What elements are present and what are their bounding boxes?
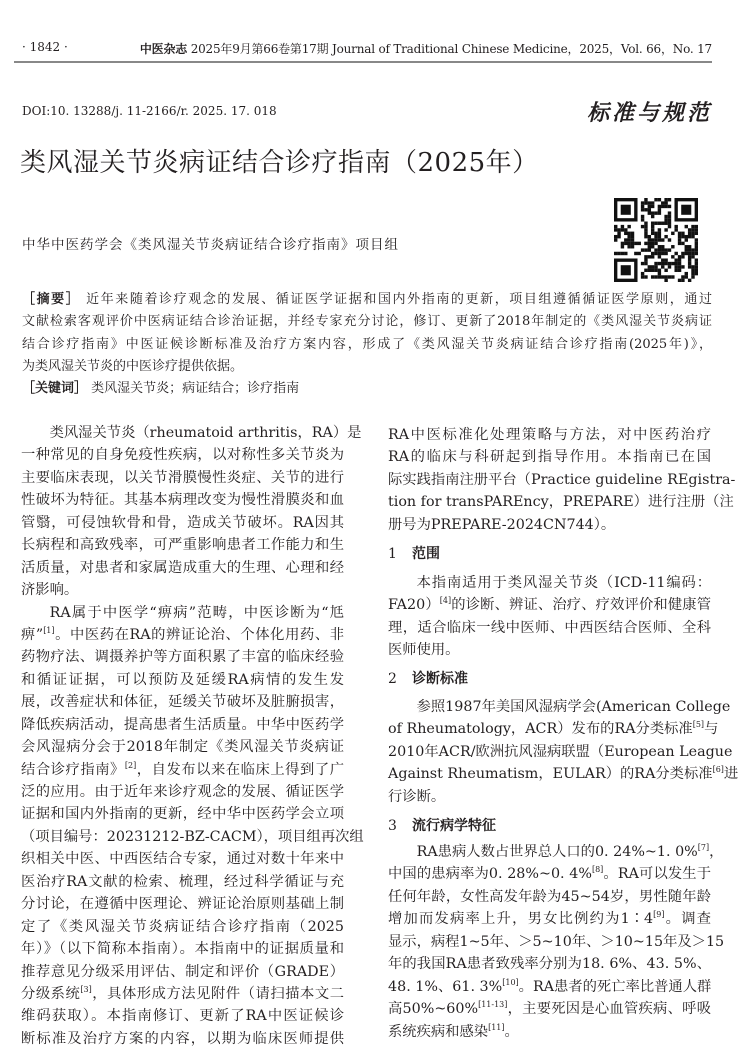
section-heading-2: 2 诊断标准 xyxy=(388,671,468,687)
text-line: 类风湿关节炎（rheumatoid arthritis，RA）是 xyxy=(49,425,362,441)
text-line: 际实践指南注册平台（Practice guideline REgistra- xyxy=(388,471,736,488)
section-heading-1: 1 范围 xyxy=(388,546,440,562)
citation-reference[interactable]: [11] xyxy=(488,1022,505,1032)
text-line: 本指南适用于类风湿关节炎（ICD-11编码： xyxy=(416,575,711,591)
section-1-body xyxy=(388,572,711,662)
citation-reference[interactable]: [2] xyxy=(124,760,137,770)
text-line: 结合诊疗指南》[2]，自发布以来在临床上得到了广 xyxy=(21,760,345,778)
text-line: 结合诊疗指南》中医证候诊断标准及治疗方案内容，形成了《类风湿关节炎病证结合诊疗指南(2025年)》， xyxy=(22,336,712,352)
page-number: · 1842 · xyxy=(22,40,68,54)
abstract xyxy=(22,289,712,400)
citation-reference[interactable]: [10] xyxy=(502,977,519,987)
text-line: 2010年ACR/欧洲抗风湿病联盟（European League xyxy=(388,743,733,760)
citation-reference[interactable]: [11-13] xyxy=(478,1000,508,1010)
text-line: 会风湿病分会于2018年制定《类风湿关节炎病证 xyxy=(21,739,344,756)
section-heading-3: 3 流行病学特征 xyxy=(388,818,496,834)
text-line: 医师使用。 xyxy=(388,642,460,659)
text-line: 管翳，可侵蚀软骨和骨，造成关节破坏。RA因其 xyxy=(21,514,344,531)
text-line: 分讨论，在遵循中医理论、辨证论治原则基础上制 xyxy=(21,896,344,913)
text-line: 中国的患病率为0. 28%~0. 4%[8]。RA可以发生于 xyxy=(388,865,711,883)
text-line: 降低疾病活动，提高患者生活质量。中华中医药学 xyxy=(21,716,344,733)
text-line: tion for transPAREncy，PREPARE）进行注册（注 xyxy=(388,494,734,511)
keywords-text: 类风湿关节炎；病证结合；诊疗指南 xyxy=(87,381,300,397)
text-line: 泛的应用。由于近年来诊疗观念的发展、循证医学 xyxy=(21,784,344,800)
citation-reference[interactable]: [8] xyxy=(591,865,604,875)
doi: DOI:10. 13288/j. 11-2166/r. 2025. 17. 018 xyxy=(22,104,277,118)
text-line: 痹”[1]。中医药在RA的辨证论治、个体化用药、非 xyxy=(21,625,344,643)
authors: 中华中医药学会《类风湿关节炎病证结合诊疗指南》项目组 xyxy=(22,237,399,253)
text-line: 医治疗RA文献的检索、梳理，经过科学循证与充 xyxy=(21,873,344,890)
text-line: 参照1987年美国风湿病学会(American College xyxy=(416,699,731,715)
abstract-label: ［摘要］ xyxy=(22,292,81,307)
citation-reference[interactable]: [3] xyxy=(80,984,92,994)
header-divider xyxy=(14,61,712,63)
text-line: 推荐意见分级采用评估、制定和评价（GRADE） xyxy=(21,963,344,980)
text-line: ［摘要］ 近年来随着诊疗观念的发展、循证医学证据和国内外指南的更新，项目组遵循循证医学原则，通过 xyxy=(22,292,712,307)
text-line: RA患病人数占世界总人口的0. 24%~1. 0%[7]， xyxy=(416,843,724,860)
text-line: 主要临床表现，以关节滑膜慢性炎症、关节的进行 xyxy=(21,469,344,486)
text-line: 药物疗法、调摄养护等方面积累了丰富的临床经验 xyxy=(21,649,344,666)
text-line: 高50%~60%[11-13]，主要死因是心血管疾病、呼吸 xyxy=(388,1000,711,1018)
text-line: 性破坏为特征。其基本病理改变为慢性滑膜炎和血 xyxy=(21,492,344,509)
section-3-body xyxy=(388,841,725,1043)
text-line: 展，改善症状和体征，延缓关节破坏及脏腑损害， xyxy=(21,694,344,711)
text-line: 册号为PREPARE-2024CN744）。 xyxy=(388,516,616,533)
text-line: 系统疾病和感染[11]。 xyxy=(388,1022,519,1040)
text-line: 断标准及治疗方案的内容，以期为临床医师提供 xyxy=(21,1030,344,1047)
text-line: Against Rheumatism，EULAR）的RA分类标准[6]进 xyxy=(388,765,739,783)
text-line: RA的临床与科研起到指导作用。本指南已在国 xyxy=(388,449,711,466)
journal-header xyxy=(140,40,712,57)
journal-name: 中医杂志 xyxy=(139,42,188,56)
text-line: of Rheumatology，ACR）发布的RA分类标准[5]与 xyxy=(388,720,719,738)
citation-reference[interactable]: [7] xyxy=(697,843,710,852)
journal-issue: 2025年9月第66卷第17期 Journal of Traditional Chinese Medicine，2025，Vol. 66，No. 17 xyxy=(190,42,712,56)
text-line: FA20）[4]的诊断、辨证、治疗、疗效评价和健康管 xyxy=(388,596,711,614)
right-column-continuation xyxy=(388,424,736,536)
text-line: （项目编号：20231212-BZ-CACM），项目组再次组 xyxy=(21,828,364,845)
text-line: 证据和国内外指南的更新，经中华中医药学会立项 xyxy=(21,806,344,823)
citation-reference[interactable]: [6] xyxy=(712,765,724,775)
citation-reference[interactable]: [1] xyxy=(43,625,55,635)
text-line: 定了《类风湿关节炎病证结合诊疗指南（2025 xyxy=(21,918,344,935)
text-line: 一种常见的自身免疫性疾病，以对称性多关节炎为 xyxy=(21,447,344,464)
text-line: RA中医标准化处理策略与方法，对中医药治疗 xyxy=(388,427,711,443)
text-line: 年的我国RA患者致残率分别为18. 6%、43. 5%、 xyxy=(388,956,711,973)
abstract-text xyxy=(22,289,712,378)
citation-reference[interactable]: [4] xyxy=(439,596,452,606)
text-line: RA属于中医学“痹病”范畴，中医诊断为“尪 xyxy=(49,604,344,621)
text-line: 任何年龄，女性高发年龄为45~54岁，男性随年龄 xyxy=(388,888,711,905)
left-column xyxy=(21,422,364,1050)
text-line: 文献检索客观评价中医病证结合诊治证据，并经专家充分讨论，修订、更新了2018年制定的《类风湿关节炎病证 xyxy=(22,314,712,330)
text-line: 年）》（以下简称本指南）。本指南中的证据质量和 xyxy=(21,941,344,958)
citation-reference[interactable]: [9] xyxy=(653,910,665,920)
page-title: 类风湿关节炎病证结合诊疗指南（2025年） xyxy=(20,148,539,178)
text-line: 织相关中医、中西医结合专家，通过对数十年来中 xyxy=(21,851,344,868)
text-line: 48. 1%、61. 3%[10]。RA患者的死亡率比普通人群 xyxy=(388,977,712,995)
text-line: 理，适合临床一线中医师、中西医结合医师、全科 xyxy=(388,619,711,636)
text-line: 济影响。 xyxy=(21,582,79,599)
text-line: 活质量，对患者和家属造成重大的生理、心理和经 xyxy=(21,559,344,576)
text-line: 分级系统[3]，具体形成方法见附件（请扫描本文二 xyxy=(21,984,345,1002)
section-2-body xyxy=(388,696,739,808)
text-line: 为类风湿关节炎的中医诊疗提供依据。 xyxy=(22,358,244,374)
text-line: 和循证证据，可以预防及延缓RA病情的发生发 xyxy=(21,671,344,688)
qr-code-icon xyxy=(614,198,698,282)
section-tag: 标准与规范 xyxy=(586,100,712,126)
text-line: 行诊断。 xyxy=(388,788,446,805)
text-line: 长病程和高致残率，可严重影响患者工作能力和生 xyxy=(21,537,344,554)
text-line: 增加而发病率上升，男女比例约为1∶4[9]。调查 xyxy=(388,910,711,928)
text-line: 维码获取）。本指南修订、更新了RA中医证候诊 xyxy=(21,1008,344,1025)
keywords-label: ［关键词］ xyxy=(22,381,88,397)
keywords xyxy=(22,378,712,400)
text-line: 显示，病程1~5年、＞5~10年、＞10~15年及＞15 xyxy=(388,933,725,950)
citation-reference[interactable]: [5] xyxy=(692,720,705,730)
